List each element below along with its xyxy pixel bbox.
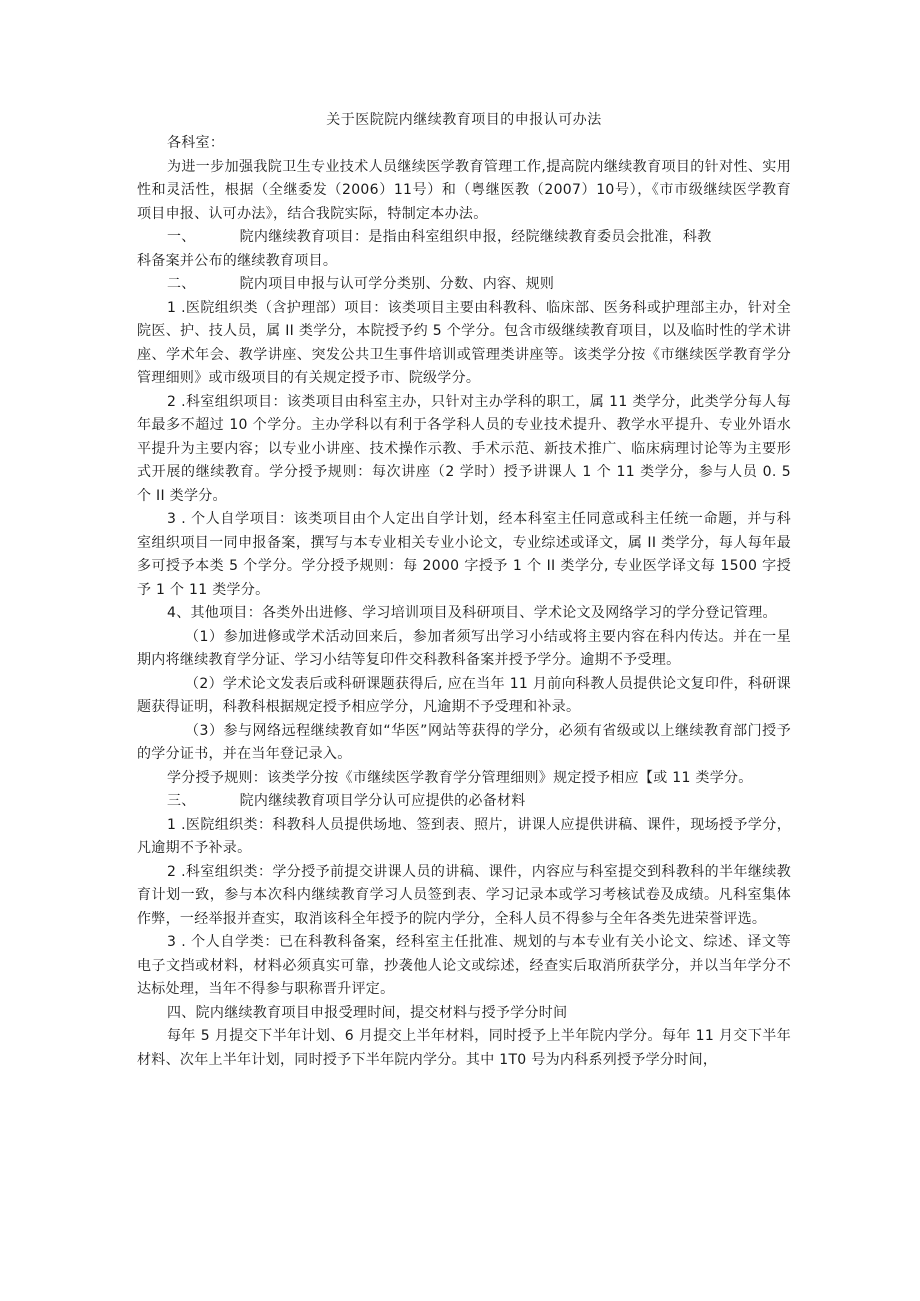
section-1-text: 院内继续教育项目：是指由科室组织申报，经院继续教育委员会批准，科教	[239, 229, 712, 245]
section-2-item-4-sub-3: （3）参与网络远程继续教育如“华医”网站等获得的学分，必须有省级或以上继续教育部门授予的学分证书，并在当年登记录入。	[137, 722, 791, 762]
document-title: 关于医院院内继续教育项目的申报认可办法	[326, 112, 602, 128]
section-3-item-2: 2 .科室组织类：学分授予前提交讲课人员的讲稿、课件，内容应与科室提交到科教科的半年继续教育计划一致，参与本次科内继续教育学习人员签到表、学习记录本或学习考核试卷及成绩。凡科室集体作弊，一经举报并查实，取消该科全年授予的院内学分，全科人员不得参与全年各类先进荣誉评选。	[137, 863, 791, 927]
section-2-credit-rule: 学分授予规则：该类学分按《市继续医学教育学分管理细则》规定授予相应【或 11 类学分。	[167, 769, 753, 786]
section-2-item-4: 4、其他项目：各类外出进修、学习培训项目及科研项目、学术论文及网络学习的学分登记管理。	[167, 605, 777, 621]
section-2-heading	[137, 273, 791, 297]
section-3-item-1: 1 .医院组织类：科教科人员提供场地、签到表、照片，讲课人应提供讲稿、课件，现场授予学分，凡逾期不予补录。	[137, 816, 791, 856]
section-3-item-3: 3 . 个人自学类：已在科教科备案，经科室主任批准、规划的与本专业有关小论文、综述、译文等电子文挡或材料，材料必须真实可靠，抄袭他人论文或综述，经查实后取消所获学分，并以当年学分不达标处理，当年不得参与职称晋升评定。	[137, 934, 791, 997]
section-2-number: 二、	[167, 276, 196, 292]
section-2-item-4-sub-2: （2）学术论文发表后或科研课题获得后, 应在当年 11 月前向科教人员提供论文复印件，科研课题获得证明，科教科根据规定授予相应学分，凡逾期不予受理和补录。	[137, 675, 791, 715]
section-1-number: 一、	[167, 229, 196, 245]
section-2-item-2: 2 .科室组织项目：该类项目由科室主办，只针对主办学科的职工，属 11 类学分，此类学分每人每年最多不超过 10 个学分。主办学科以有利于各学科人员的专业技术提升、教学水平提升、专业外语水平提升为主要内容；以专业小讲座、技术操作示教、手术示范、新技术推广、临床病理讨论等为主要形式开展的继续教育。学分授予规则：每次讲座（2 学时）授予讲课人 1 个 11 类学分，参与人员 0. 5 个 II 类学分。	[137, 393, 791, 504]
section-2-item-4-sub-1: （1）参加进修或学术活动回来后，参加者须写出学习小结或将主要内容在科内传达。并在一星期内将继续教育学分证、学习小结等复印件交科教科备案并授予学分。逾期不予受理。	[137, 628, 791, 668]
salutation: 各科室：	[167, 135, 225, 151]
section-2-item-3: 3 . 个人自学项目：该类项目由个人定出自学计划，经本科室主任同意或科主任统一命题，并与科室组织项目一同申报备案，撰写与本专业相关专业小论文，专业综述或译文，属 II 类学分，每人每年最多可授予本类 5 个学分。学分授予规则：每 2000 字授予 1 个 II 类学分, 专业医学译文每 1500 字授予 1 个 11 类学分。	[137, 511, 791, 598]
section-3-heading	[137, 790, 791, 814]
section-4-heading: 四、院内继续教育项目申报受理时间，提交材料与授予学分时间	[167, 1004, 568, 1021]
section-4-paragraph: 每年 5 月提交下半年计划、6 月提交上半年材料，同时授予上半年院内学分。每年 11 月交下半年材料、次年上半年计划，同时授予下半年院内学分。其中 1T0 号为内科系列授予学分时间，	[137, 1028, 791, 1068]
intro-paragraph: 为进一步加强我院卫生专业技术人员继续医学教育管理工作,提高院内继续教育项目的针对性、实用性和灵活性，根据（全继委发（2006）11号）和（粤继医教（2007）10号），《市市级继续医学教育项目申报、认可办法》，结合我院实际，特制定本办法。	[137, 158, 791, 222]
section-1-heading	[137, 226, 791, 250]
section-2-text: 院内项目申报与认可学分类别、分数、内容、规则	[239, 276, 555, 292]
section-1-continuation: 科备案并公布的继续教育项目。	[137, 252, 338, 269]
section-2-item-1: 1 .医院组织类（含护理部）项目：该类项目主要由科教科、临床部、医务科或护理部主办，针对全院医、护、技人员，属 II 类学分，本院授予约 5 个学分。包含市级继续教育项目，以及临时性的学术讲座、学术年会、教学讲座、突发公共卫生事件培训或管理类讲座等。该类学分按《市继续医学教育学分管理细则》或市级项目的有关规定授予市、院级学分。	[137, 299, 791, 386]
section-3-text: 院内继续教育项目学分认可应提供的必备材料	[239, 793, 526, 809]
section-3-number: 三、	[167, 793, 196, 809]
document-page	[137, 108, 791, 1072]
